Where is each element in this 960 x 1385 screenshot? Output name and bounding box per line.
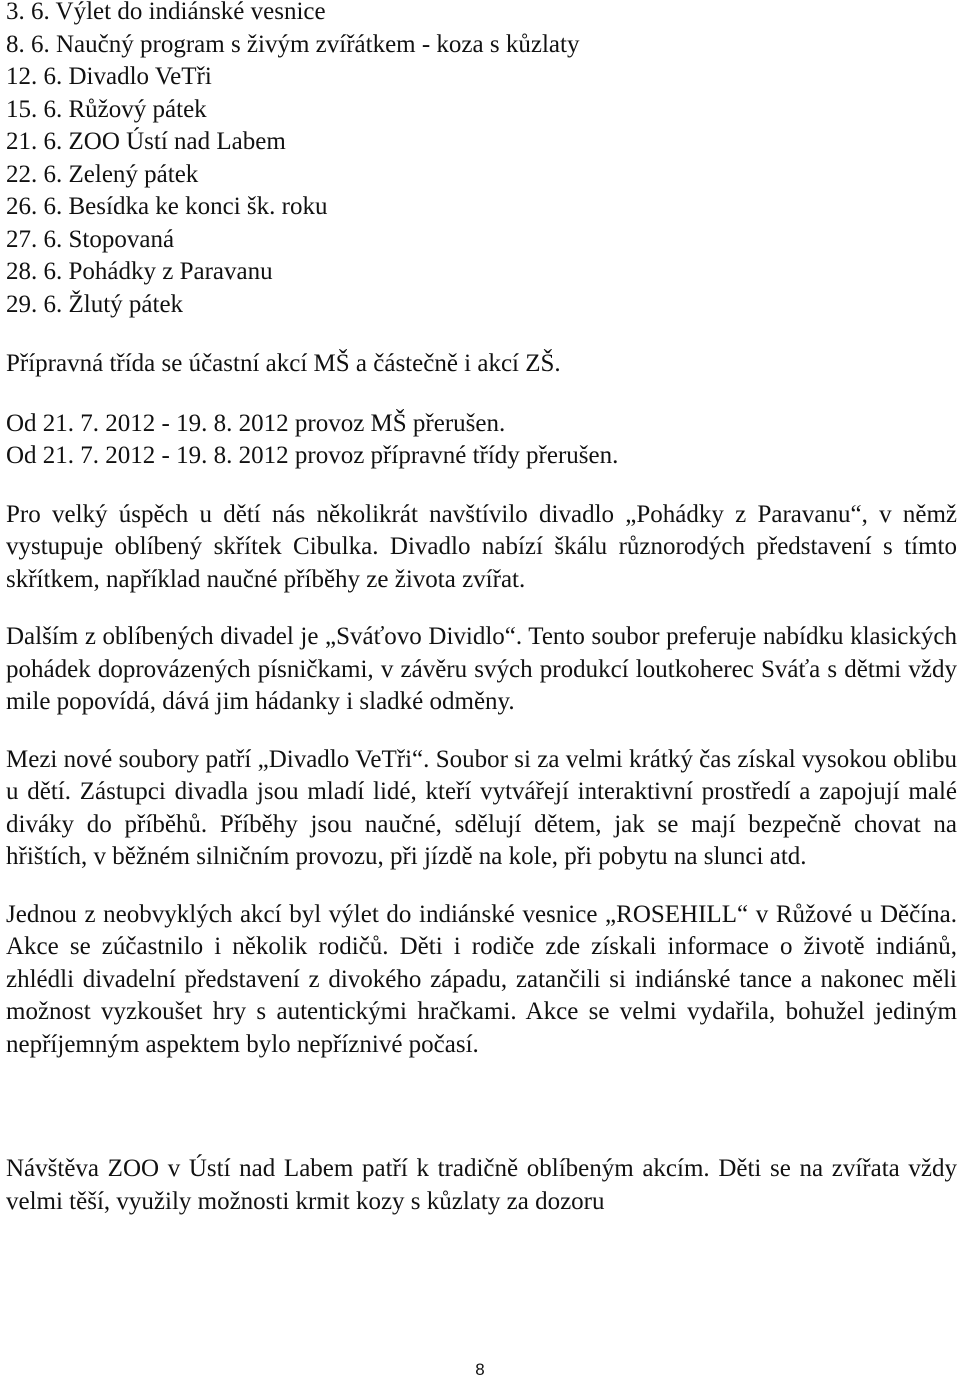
schedule-item: 12. 6. Divadlo VeTři: [6, 63, 212, 90]
document-page: [6, 0, 957, 1218]
schedule-item: 3. 6. Výlet do indiánské vesnice: [6, 0, 326, 25]
schedule-item: 22. 6. Zelený pátek: [6, 160, 199, 188]
paragraph-zoo-visit: Návštěva ZOO v Ústí nad Labem patří k tradičně oblíbeným akcím. Děti se na zvířata vždy velmi těší, využily možnosti krmit kozy s kůzlaty za dozoru: [6, 1155, 957, 1215]
interruption-line: Od 21. 7. 2012 - 19. 8. 2012 provoz přípravné třídy přerušen.: [6, 442, 619, 469]
interruption-notes: [6, 408, 957, 473]
interruption-line: Od 21. 7. 2012 - 19. 8. 2012 provoz MŠ přerušen.: [6, 409, 506, 437]
schedule-item: 27. 6. Stopovaná: [6, 225, 175, 253]
schedule-item: 15. 6. Růžový pátek: [6, 95, 207, 123]
paragraph-paravan-theatre: Pro velký úspěch u dětí nás několikrát navštívilo divadlo „Pohádky z Paravanu“, v němž vystupuje oblíbený skřítek Cibulka. Divadlo nabízí škálu různorodých představení s tímto skřítkem, například naučné příběhy ze života zvířat.: [6, 500, 957, 593]
paragraph-rosehill-trip: Jednou z neobvyklých akcí byl výlet do indiánské vesnice „ROSEHILL“ v Růžové u Děčína. Akce se zúčastnilo i několik rodičů. Děti i rodiče zde získali informace o životě indiánů, zhlédli divadelní představení z divokého západu, zatančili si indiánské tance a nakonec měli možnost vyzkoušet hry s autentickými hračkami. Akce se velmi vydařila, bohužel jediným nepříjemným aspektem bylo nepříznivé počasí.: [6, 900, 957, 1058]
schedule-item: 29. 6. Žlutý pátek: [6, 290, 184, 318]
schedule-item: 21. 6. ZOO Ústí nad Labem: [6, 128, 286, 155]
paragraph-svata-theatre: Dalším z oblíbených divadel je „Sváťovo Dividlo“. Tento soubor preferuje nabídku klasických pohádek doprovázených písničkami, v závěru svých produkcí loutkoherec Sváťa s dětmi vždy mile popovídá, dává jim hádanky i sladké odměny.: [6, 623, 957, 715]
prep-class-note: Přípravná třída se účastní akcí MŠ a částečně i akcí ZŠ.: [6, 350, 561, 377]
schedule-item: 8. 6. Naučný program s živým zvířátkem - koza s kůzlaty: [6, 30, 580, 58]
schedule-item: 26. 6. Besídka ke konci šk. roku: [6, 193, 328, 220]
paragraph-vetri-theatre: Mezi nové soubory patří „Divadlo VeTři“. Soubor si za velmi krátký čas získal vysokou oblibu u dětí. Zástupci divadla jsou mladí lidé, kteří vytvářejí interaktivní prostředí a zapojují malé diváky do příběhů. Příběhy jsou naučné, sdělují dětem, jak se mají bezpečně chovat na hřištích, v běžném silničním provozu, při jízdě na kole, při pobytu na slunci atd.: [6, 745, 957, 870]
page-number: 8: [475, 1360, 485, 1379]
schedule-item: 28. 6. Pohádky z Paravanu: [6, 258, 273, 285]
schedule-list: [6, 0, 957, 321]
